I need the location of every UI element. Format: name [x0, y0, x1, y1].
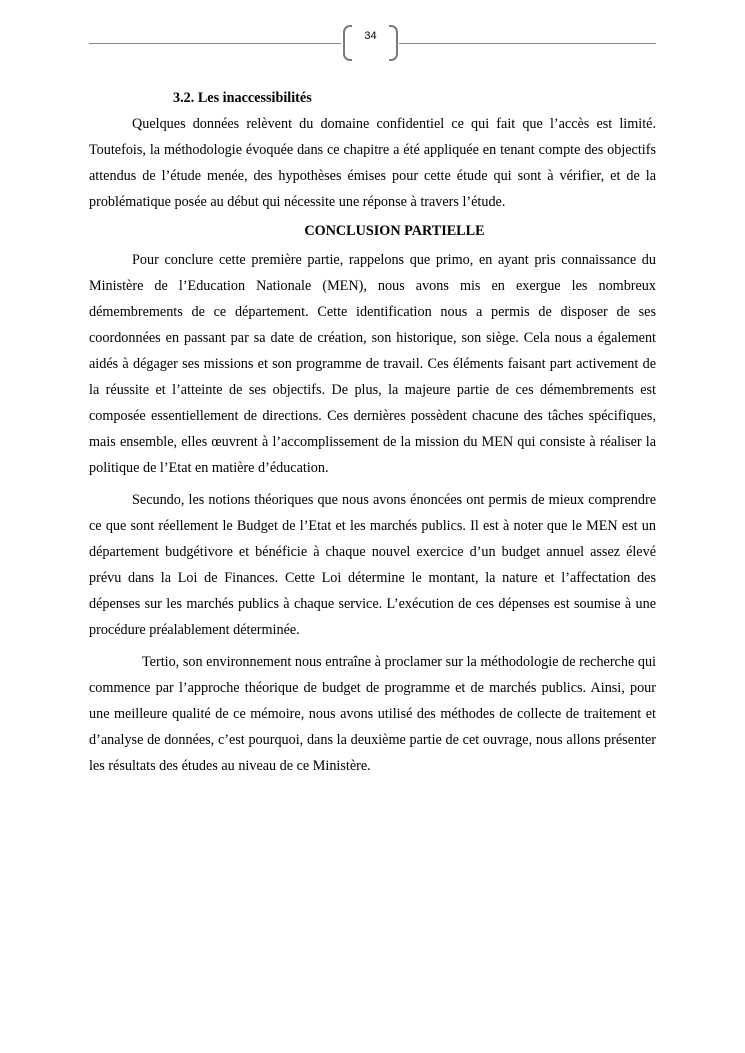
section-paragraph: Quelques données relèvent du domaine confidentiel ce qui fait que l’accès est limité. Toutefois, la méthodologie évoquée dans ce chapitre a été appliquée en tenant compte des objectifs attendus de l’étude menée, des hypothèses émises pour cette étude qui sont à vérifier, et de la problématique posée au début qui nécessite une réponse à travers l’étude.: [89, 116, 656, 210]
left-bracket-ornament: [343, 25, 352, 61]
conclusion-paragraph-secundo: Secundo, les notions théoriques que nous avons énoncées ont permis de mieux comprendre ce que sont réellement le Budget de l’Etat et les marchés publics. Il est à noter que le MEN est un département budgétivore et bénéficie à chaque nouvel exercice d’un budget annuel assez élevé prévu dans la Loi de Finances. Cette Loi détermine le montant, la nature et l’affectation des dépenses sur les marchés publics à chaque service. L’exécution de ces dépenses est soumise à une procédure préalablement déterminée.: [89, 492, 656, 638]
section-heading: 3.2. Les inaccessibilités: [173, 90, 312, 106]
right-bracket-ornament: [389, 25, 398, 61]
conclusion-paragraph-tertio: Tertio, son environnement nous entraîne à proclamer sur la méthodologie de recherche qui commence par l’approche théorique de budget de programme et de marchés publics. Ainsi, pour une meilleure qualité de ce mémoire, nous avons utilisé des méthodes de collecte de traitement et d’analyse de données, c’est pourquoi, dans la deuxième partie de cet ouvrage, nous allons présenter les résultats des études au niveau de ce Ministère.: [89, 654, 656, 774]
header-rule-right: [399, 43, 656, 44]
conclusion-title: CONCLUSION PARTIELLE: [304, 223, 485, 239]
header-rule-left: [89, 43, 341, 44]
page-number: 34: [364, 30, 377, 42]
page-header: [89, 22, 656, 66]
page-body: [89, 85, 656, 779]
conclusion-paragraph-primo: Pour conclure cette première partie, rappelons que primo, en ayant pris connaissance du Ministère de l’Education Nationale (MEN), nous avons mis en exergue les nombreux démembrements de ce département. Cette identification nous a permis de disposer de ses coordonnées en passant par sa date de création, son historique, son siège. Cela nous a également aidés à dégager ses missions et son programme de travail. Ces éléments faisant part activement de la réussite et l’atteinte de ses objectifs. De plus, la majeure partie de ces démembrements est composée essentiellement de directions. Ces dernières possèdent chacune des tâches spécifiques, mais ensemble, elles œuvrent à l’accomplissement de la mission du MEN qui consiste à réaliser la politique de l’Etat en matière d’éducation.: [89, 252, 656, 476]
